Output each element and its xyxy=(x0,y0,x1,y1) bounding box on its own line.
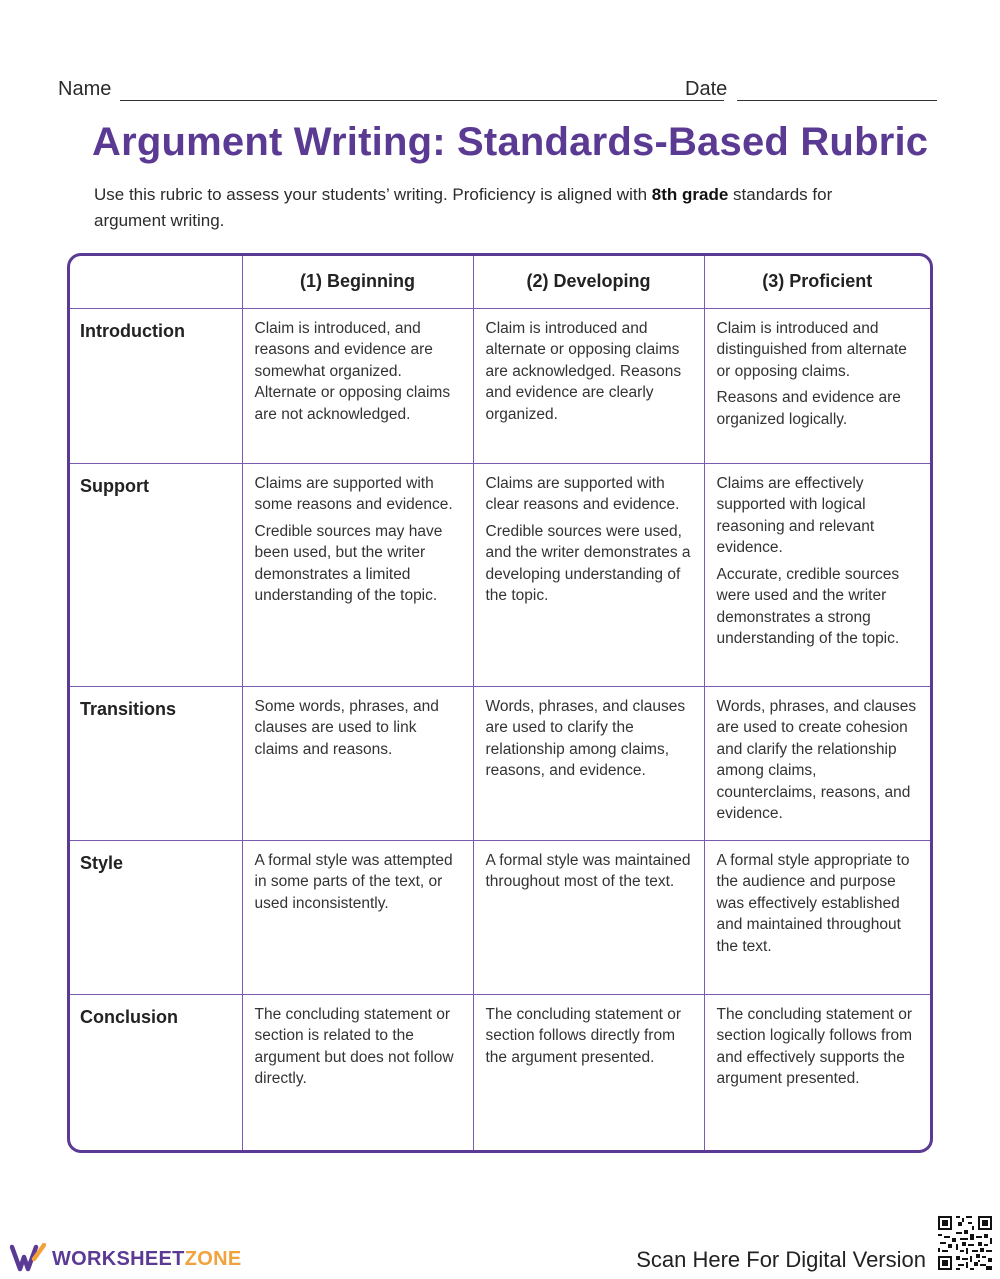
cell-text: The concluding statement or section follows directly from the argument presented. xyxy=(485,1005,682,1066)
row-label-support: Support xyxy=(70,463,242,686)
rubric-row-transitions xyxy=(70,686,930,840)
cell-text: The concluding statement or section is related to the argument but does not follow directly. xyxy=(254,1005,454,1087)
cell-text: Credible sources were used, and the writer demonstrates a developing understanding of the topic. xyxy=(485,522,691,604)
row-label-style: Style xyxy=(70,840,242,994)
cell-conclusion-beginning xyxy=(242,994,473,1150)
intro-grade: 8th grade xyxy=(651,185,729,204)
name-field-line[interactable] xyxy=(120,100,724,101)
cell-style-proficient xyxy=(704,840,930,994)
rubric-corner-cell xyxy=(70,256,242,308)
cell-style-beginning xyxy=(242,840,473,994)
intro-text xyxy=(94,182,884,234)
cell-text: Claims are supported with clear reasons and evidence. xyxy=(485,474,680,513)
rubric-table-frame xyxy=(67,253,933,1153)
cell-text: Claims are effectively supported with logical reasoning and relevant evidence. xyxy=(716,474,875,556)
cell-text: Credible sources may have been used, but the writer demonstrates a limited understanding of the topic. xyxy=(254,522,443,604)
cell-text: Words, phrases, and clauses are used to clarify the relationship among claims, reasons, and evidence. xyxy=(485,697,686,779)
cell-introduction-proficient xyxy=(704,308,930,463)
cell-transitions-beginning xyxy=(242,686,473,840)
cell-support-developing xyxy=(473,463,704,686)
cell-text: Accurate, credible sources were used and the writer demonstrates a strong understanding of the topic. xyxy=(716,565,900,647)
cell-text: Some words, phrases, and clauses are used to link claims and reasons. xyxy=(254,697,439,758)
cell-text: Claim is introduced, and reasons and evidence are somewhat organized. Alternate or opposing claims are not acknowledged. xyxy=(254,319,451,423)
row-label-transitions: Transitions xyxy=(70,686,242,840)
cell-transitions-developing xyxy=(473,686,704,840)
cell-introduction-beginning xyxy=(242,308,473,463)
cell-introduction-developing xyxy=(473,308,704,463)
page-title: Argument Writing: Standards-Based Rubric xyxy=(92,120,929,164)
cell-text: Claim is introduced and distinguished from alternate or opposing claims. xyxy=(716,319,907,380)
intro-text-part2: standards for argument writing. xyxy=(94,185,833,230)
rubric-row-style xyxy=(70,840,930,994)
cell-text: A formal style was maintained throughout most of the text. xyxy=(485,851,691,890)
cell-style-developing xyxy=(473,840,704,994)
cell-text: Words, phrases, and clauses are used to create cohesion and clarify the relationship among claims, counterclaims, reasons, and evidence. xyxy=(716,697,917,822)
qr-code-icon[interactable] xyxy=(936,1214,994,1272)
name-date-row xyxy=(58,78,938,108)
row-label-introduction: Introduction xyxy=(70,308,242,463)
date-field-line[interactable] xyxy=(737,100,937,101)
cell-text: Reasons and evidence are organized logically. xyxy=(716,389,901,428)
column-header-beginning: (1) Beginning xyxy=(242,256,473,308)
cell-support-proficient xyxy=(704,463,930,686)
cell-conclusion-developing xyxy=(473,994,704,1150)
cell-text: A formal style appropriate to the audience and purpose was effectively established and maintained throughout the text. xyxy=(716,851,910,955)
rubric-row-introduction xyxy=(70,308,930,463)
cell-support-beginning xyxy=(242,463,473,686)
rubric-row-conclusion xyxy=(70,994,930,1150)
date-label: Date xyxy=(685,78,728,100)
logo-mark-icon xyxy=(10,1243,46,1273)
column-header-proficient: (3) Proficient xyxy=(704,256,930,308)
logo-word-worksheet: WORKSHEET xyxy=(52,1248,185,1270)
logo-wordmark xyxy=(52,1248,241,1271)
worksheetzone-logo xyxy=(10,1243,240,1275)
rubric-row-support xyxy=(70,463,930,686)
cell-text: A formal style was attempted in some parts of the text, or used inconsistently. xyxy=(254,851,453,912)
name-label: Name xyxy=(58,78,112,100)
rubric-header-row xyxy=(70,256,930,308)
cell-conclusion-proficient xyxy=(704,994,930,1150)
cell-transitions-proficient xyxy=(704,686,930,840)
column-header-developing: (2) Developing xyxy=(473,256,704,308)
scan-digital-version-text: Scan Here For Digital Version xyxy=(636,1247,926,1272)
cell-text: Claims are supported with some reasons and evidence. xyxy=(254,474,453,513)
logo-word-zone: ZONE xyxy=(184,1248,242,1270)
rubric-table xyxy=(70,256,930,1150)
row-label-conclusion: Conclusion xyxy=(70,994,242,1150)
intro-text-part1: Use this rubric to assess your students’ writing. Proficiency is aligned with xyxy=(94,185,652,204)
cell-text: Claim is introduced and alternate or opposing claims are acknowledged. Reasons and evidence are clearly organized. xyxy=(485,319,682,423)
cell-text: The concluding statement or section logically follows from and effectively supports the argument presented. xyxy=(716,1005,913,1087)
